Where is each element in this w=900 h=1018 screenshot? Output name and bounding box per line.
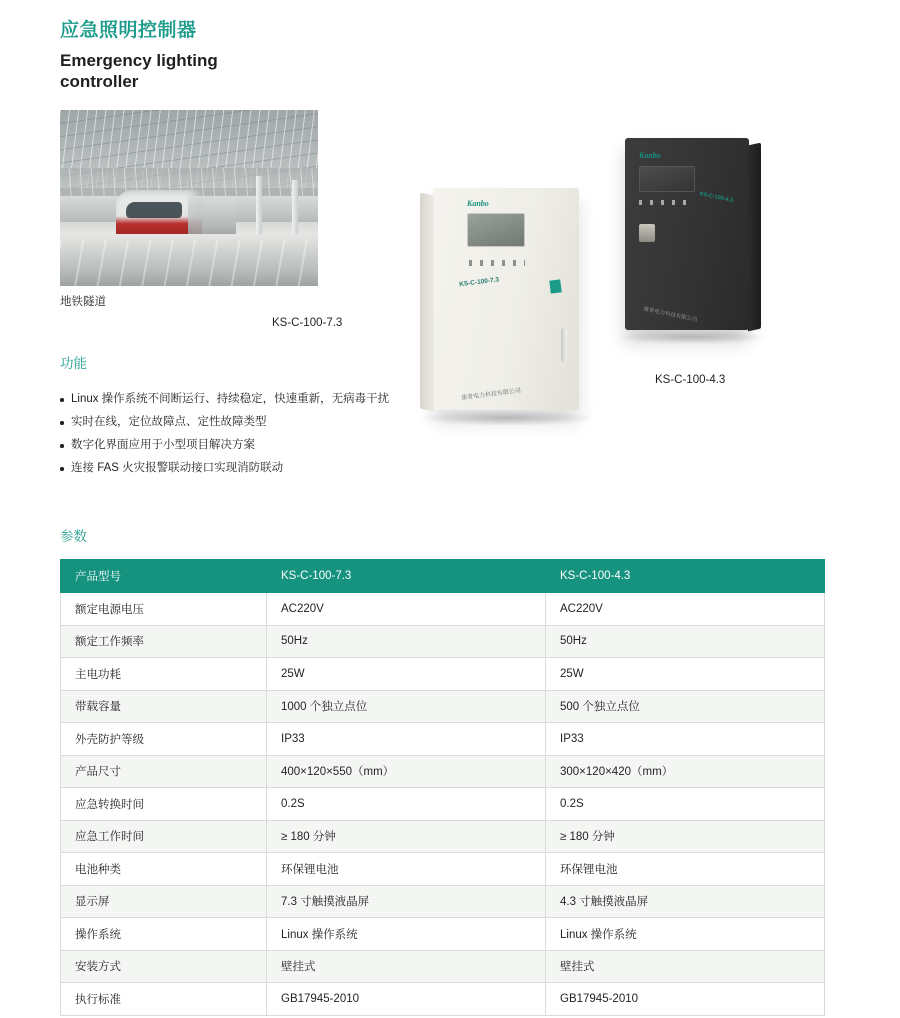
row-label: 执行标准 <box>61 983 267 1016</box>
dark-unit-indicator-leds <box>639 200 691 205</box>
dark-unit-display-screen <box>639 166 695 192</box>
row-value-2: Linux 操作系统 <box>546 918 825 951</box>
page-header <box>60 18 480 92</box>
table-row <box>61 593 825 626</box>
row-label: 额定工作频率 <box>61 625 267 658</box>
product-unit-dark <box>625 138 749 330</box>
row-label: 额定电源电压 <box>61 593 267 626</box>
table-row <box>61 755 825 788</box>
row-value-2: AC220V <box>546 593 825 626</box>
row-label: 显示屏 <box>61 885 267 918</box>
table-row <box>61 625 825 658</box>
row-label: 产品尺寸 <box>61 755 267 788</box>
row-value-2: 300×120×420（mm） <box>546 755 825 788</box>
dark-unit-side-panel <box>748 143 761 332</box>
row-value-1: AC220V <box>267 593 546 626</box>
row-value-2: 500 个独立点位 <box>546 690 825 723</box>
row-label: 主电功耗 <box>61 658 267 691</box>
white-unit-company-text: 康普电力科技有限公司 <box>461 388 522 402</box>
white-unit-green-marker <box>549 279 562 293</box>
row-value-2: GB17945-2010 <box>546 983 825 1016</box>
row-label: 安装方式 <box>61 950 267 983</box>
dark-unit-brand-logo: Kanbo <box>639 151 661 160</box>
white-unit-display-screen <box>467 213 525 247</box>
row-value-2: ≥ 180 分钟 <box>546 820 825 853</box>
table-row <box>61 723 825 756</box>
table-header-cell: 产品型号 <box>61 560 267 593</box>
row-value-1: 25W <box>267 658 546 691</box>
station-platform <box>60 234 318 286</box>
list-item: 数字化界面应用于小型项目解决方案 <box>60 434 400 457</box>
table-row <box>61 820 825 853</box>
list-item: Linux 操作系统不间断运行、持续稳定，快速重新，无病毒干扰 <box>60 388 400 411</box>
row-value-1: 环保锂电池 <box>267 853 546 886</box>
product-images <box>400 120 860 460</box>
row-value-1: 400×120×550（mm） <box>267 755 546 788</box>
dark-unit-shadow <box>615 330 770 344</box>
list-item: 连接 FAS 火灾报警联动接口实现消防联动 <box>60 457 400 480</box>
table-header-cell: KS-C-100-4.3 <box>546 560 825 593</box>
white-unit-indicator-leds <box>469 260 525 266</box>
page-title-en: Emergency lighting controller <box>60 51 218 91</box>
parameters-title: 参数 <box>60 529 87 544</box>
row-value-1: ≥ 180 分钟 <box>267 820 546 853</box>
row-label: 应急转换时间 <box>61 788 267 821</box>
row-value-2: 0.2S <box>546 788 825 821</box>
table-row <box>61 885 825 918</box>
white-unit-caption: KS-C-100-7.3 <box>272 317 343 329</box>
row-value-1: 1000 个独立点位 <box>267 690 546 723</box>
table-row <box>61 950 825 983</box>
functions-section <box>60 352 400 480</box>
white-unit-brand-logo: Kanbo <box>467 199 489 208</box>
parameters-table <box>60 559 825 1016</box>
row-value-2: 环保锂电池 <box>546 853 825 886</box>
functions-title: 功能 <box>60 356 87 371</box>
row-value-2: IP33 <box>546 723 825 756</box>
row-value-1: 50Hz <box>267 625 546 658</box>
row-value-1: Linux 操作系统 <box>267 918 546 951</box>
white-unit-side-panel <box>420 193 434 412</box>
white-unit-door-handle <box>561 328 567 362</box>
table-row <box>61 690 825 723</box>
row-value-2: 4.3 寸触摸液晶屏 <box>546 885 825 918</box>
row-label: 应急工作时间 <box>61 820 267 853</box>
table-row <box>61 853 825 886</box>
product-unit-white <box>433 188 579 410</box>
white-unit-model-label: KS-C-100-7.3 <box>458 276 500 289</box>
dark-unit-door-lock <box>639 224 655 242</box>
station-column <box>292 180 298 240</box>
scene-photo <box>60 110 318 286</box>
row-value-2: 25W <box>546 658 825 691</box>
dark-unit-caption: KS-C-100-4.3 <box>655 374 726 386</box>
row-value-1: 0.2S <box>267 788 546 821</box>
dark-unit-model-label: KS-C-100-4.3 <box>699 191 734 205</box>
subway-tunnel-image <box>60 110 318 286</box>
functions-list <box>60 388 400 480</box>
photo-caption: 地铁隧道 <box>60 296 106 308</box>
table-row <box>61 658 825 691</box>
white-unit-shadow <box>417 410 597 426</box>
table-row <box>61 788 825 821</box>
row-value-1: GB17945-2010 <box>267 983 546 1016</box>
row-label: 操作系统 <box>61 918 267 951</box>
table-header-cell: KS-C-100-7.3 <box>267 560 546 593</box>
row-label: 电池种类 <box>61 853 267 886</box>
table-row <box>61 918 825 951</box>
row-value-2: 50Hz <box>546 625 825 658</box>
row-label: 外壳防护等级 <box>61 723 267 756</box>
row-value-1: 壁挂式 <box>267 950 546 983</box>
dark-unit-company-text: 康普电力科技有限公司 <box>642 306 698 324</box>
parameters-section <box>60 525 824 1016</box>
row-value-2: 壁挂式 <box>546 950 825 983</box>
page-title-cn: 应急照明控制器 <box>60 20 197 41</box>
table-row <box>61 983 825 1016</box>
list-item: 实时在线，定位故障点、定性故障类型 <box>60 411 400 434</box>
table-header-row <box>61 560 825 593</box>
row-value-1: 7.3 寸触摸液晶屏 <box>267 885 546 918</box>
row-value-1: IP33 <box>267 723 546 756</box>
station-column <box>256 176 262 242</box>
row-label: 带载容量 <box>61 690 267 723</box>
